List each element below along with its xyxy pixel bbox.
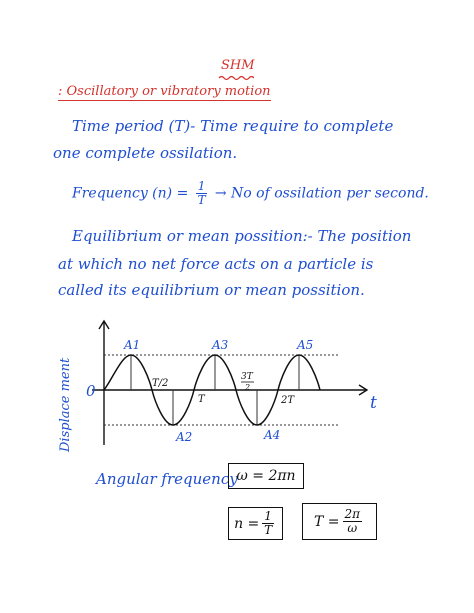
marker-t: T	[198, 394, 205, 405]
period-formula-fraction	[343, 508, 363, 535]
y-axis-label: Displace ment	[58, 357, 73, 452]
equilibrium-line-2: at which no net force acts on a particle is	[58, 255, 374, 273]
subtitle: : Oscillatory or vibratory motion	[58, 84, 271, 99]
marker-t-half: T/2	[152, 378, 169, 389]
frequency-numerator: 1	[197, 179, 206, 193]
x-axis-label: t	[370, 393, 377, 413]
marker-2t: 2T	[281, 395, 295, 406]
frequency-denominator: T	[197, 193, 206, 207]
marker-a2: A2	[176, 430, 193, 444]
equilibrium-line-3: called its equilibrium or mean possition.	[58, 281, 365, 299]
marker-a5: A5	[297, 338, 314, 352]
marker-a4: A4	[264, 428, 281, 442]
equilibrium-line-1: Equilibrium or mean possition:- The position	[72, 227, 412, 245]
angular-frequency-label: Angular frequency	[96, 470, 238, 488]
frequency-formula-lead: n =	[234, 515, 260, 532]
marker-three-t-half-numerator: 3T	[241, 372, 253, 382]
frequency-formula-numerator: 1	[264, 509, 272, 523]
angular-frequency-formula: ω = 2πn	[236, 468, 296, 484]
angular-frequency-formula-box	[228, 463, 304, 489]
period-formula-numerator: 2π	[344, 507, 361, 521]
time-period-line-1: Time period (T)- Time require to complete	[72, 117, 394, 135]
period-formula-denominator: ω	[347, 521, 358, 535]
frequency-formula-box	[228, 507, 283, 540]
frequency-formula-fraction	[262, 510, 274, 537]
marker-three-t-half-denominator: 2	[245, 383, 251, 392]
frequency-tail: → No of ossilation per second.	[214, 185, 429, 202]
page-title: SHM	[221, 58, 255, 73]
period-formula-lead: T =	[313, 513, 340, 530]
time-period-line-2: one complete ossilation.	[53, 144, 238, 162]
marker-a3: A3	[212, 338, 229, 352]
period-formula-box	[302, 503, 377, 540]
marker-a1: A1	[124, 338, 141, 352]
frequency-formula-denominator: T	[264, 523, 273, 537]
frequency-lead: Frequency (n) =	[72, 185, 189, 202]
origin-label: 0	[86, 382, 96, 400]
